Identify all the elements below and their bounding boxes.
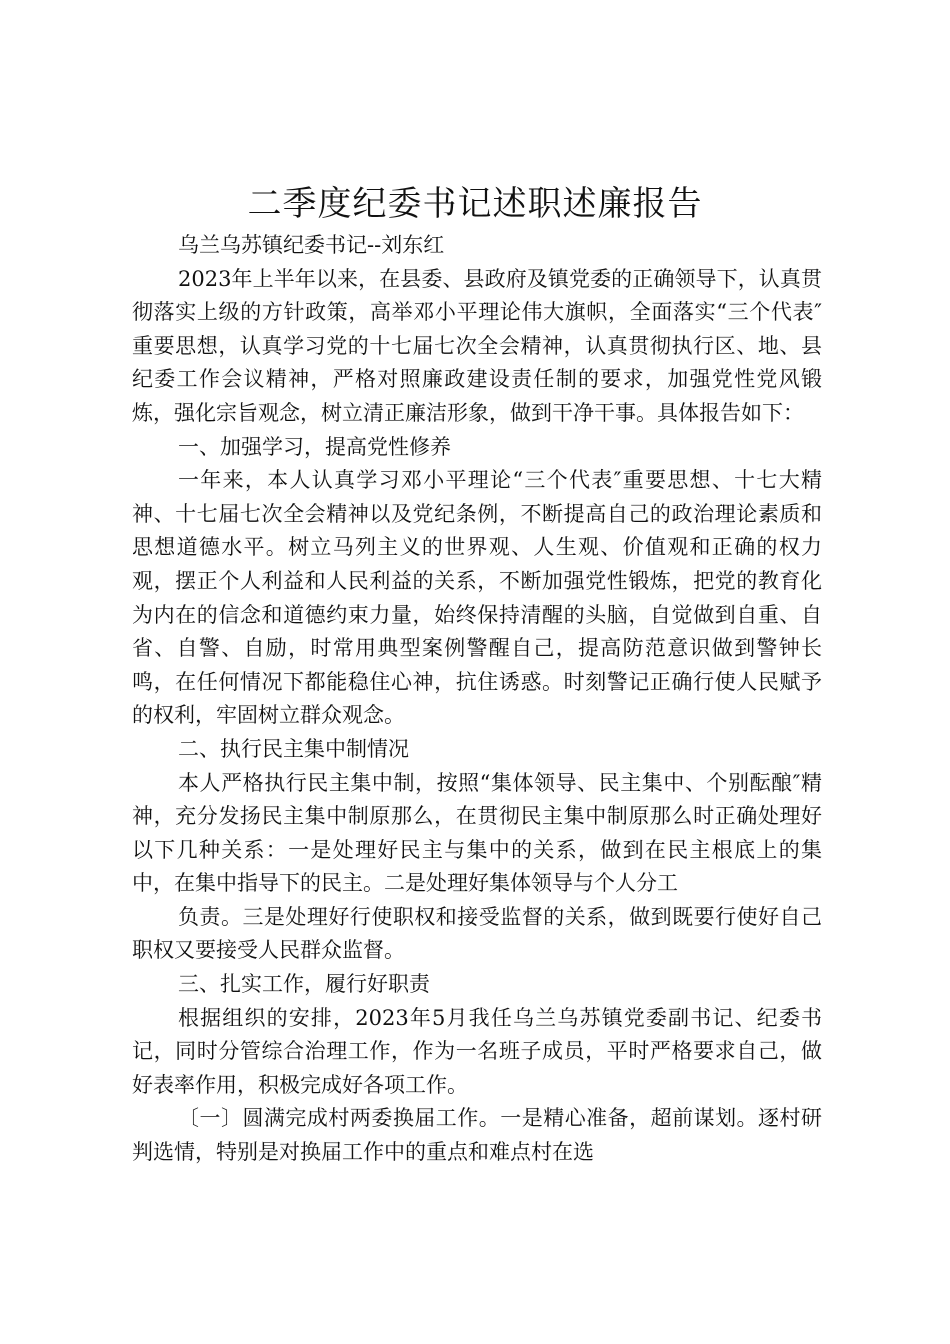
body-paragraph: 本人严格执行民主集中制，按照“集体领导、民主集中、个别酝酿″精神，充分发扬民主集中制原那么，在贯彻民主集中制原那么时正确处理好以下几种关系：一是处理好民主与集中的关系，做到在民主根底上的集中，在集中指导下的民主。二是处理好集体领导与个人分工: [132, 770, 822, 896]
body-paragraph: 〔一〕圆满完成村两委换届工作。一是精心准备，超前谋划。逐村研判选情，特别是对换届工作中的重点和难点村在选: [132, 1106, 822, 1165]
author-line: 乌兰乌苏镇纪委书记--刘东红: [178, 233, 445, 257]
body-paragraph: 一年来，本人认真学习邓小平理论“三个代表″重要思想、十七大精神、十七届七次全会精神以及党纪条例，不断提高自己的政治理论素质和思想道德水平。树立马列主义的世界观、人生观、价值观和正确的权力观，摆正个人利益和人民利益的关系，不断加强党性锻炼，把党的教育化为内在的信念和道德约束力量，始终保持清醒的头脑，自觉做到自重、自省、自警、自励，时常用典型案例警醒自己，提高防范意识做到警钟长鸣，在任何情况下都能稳住心神，抗住诱惑。时刻警记正确行使人民赋予的权利，牢固树立群众观念。: [132, 468, 822, 728]
document-body: [132, 229, 822, 1170]
section-heading: 一、加强学习，提高党性修养: [178, 434, 451, 459]
document-title: 二季度纪委书记述职述廉报告: [247, 184, 703, 224]
body-paragraph: 负责。三是处理好行使职权和接受监督的关系，做到既要行使好自己职权又要接受人民群众监督。: [132, 904, 822, 963]
section-heading: 二、执行民主集中制情况: [178, 736, 409, 761]
section-heading: 三、扎实工作，履行好职责: [178, 972, 430, 997]
body-paragraph: 根据组织的安排，2023年5月我任乌兰乌苏镇党委副书记、纪委书记，同时分管综合治理工作，作为一名班子成员，平时严格要求自己，做好表率作用，积极完成好各项工作。: [132, 1005, 822, 1097]
body-paragraph: 2023年上半年以来，在县委、县政府及镇党委的正确领导下，认真贯彻落实上级的方针政策，高举邓小平理论伟大旗帜，全面落实“三个代表″重要思想，认真学习党的十七届七次全会精神，认真贯彻执行区、地、县纪委工作会议精神，严格对照廉政建设责任制的要求，加强党性党风锻炼，强化宗旨观念，树立清正廉洁形象，做到干净干事。具体报告如下：: [132, 266, 822, 425]
